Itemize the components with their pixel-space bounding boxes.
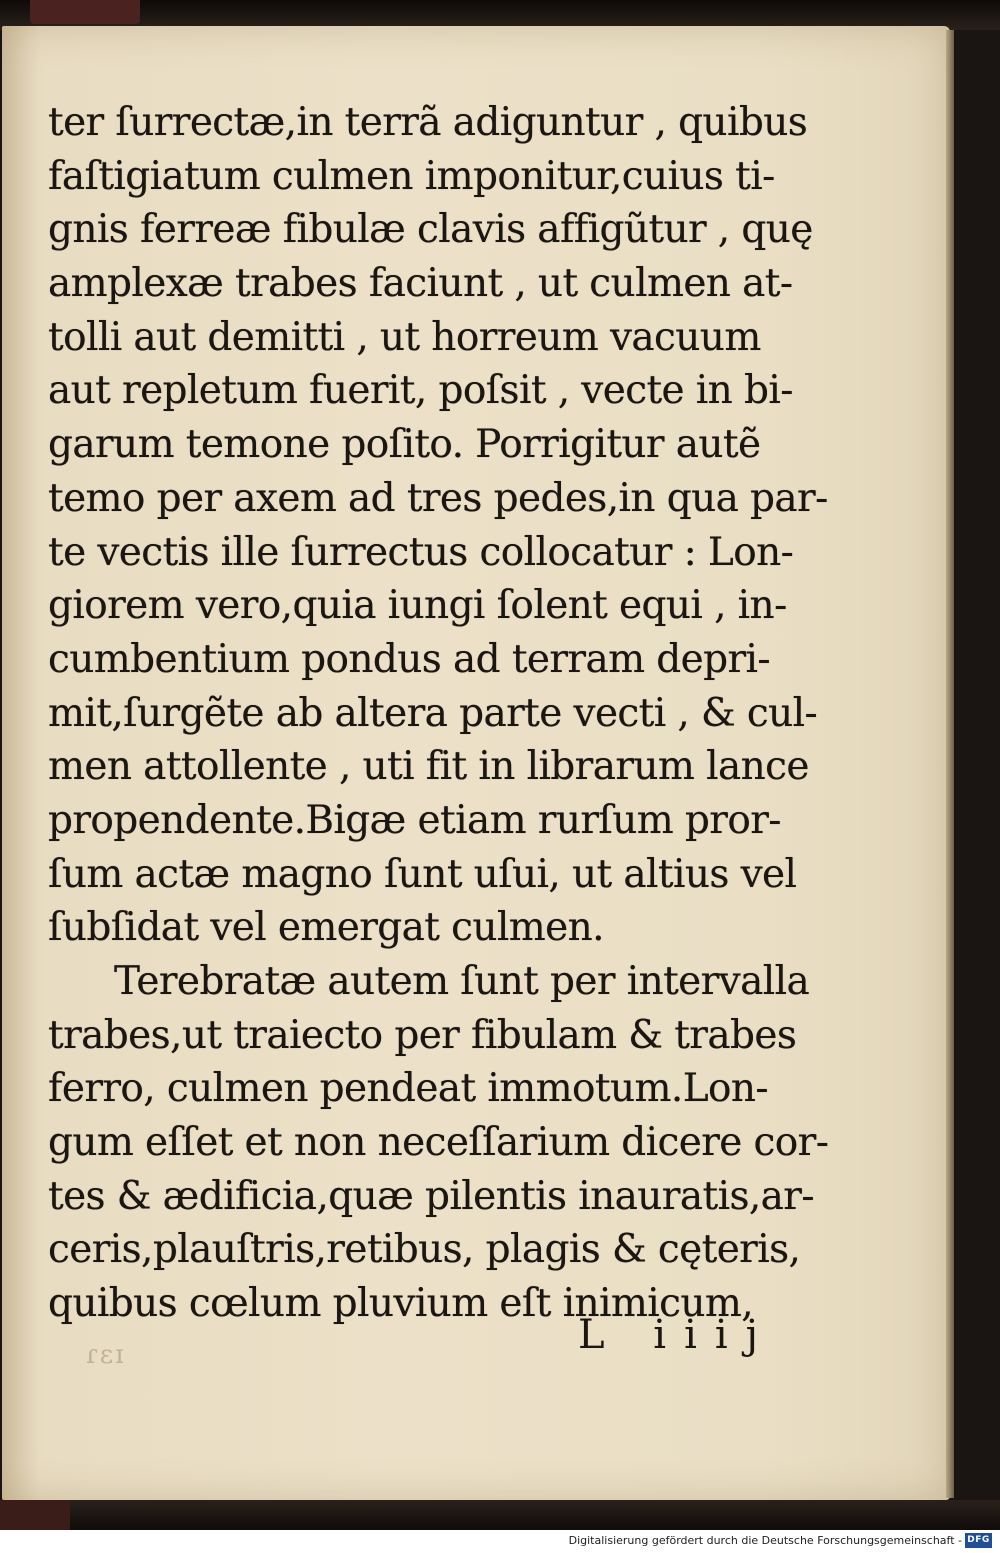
dfg-logo-icon: DFG xyxy=(965,1533,992,1548)
text-line: men attollente , uti fit in librarum lance xyxy=(48,744,809,790)
text-line: ferro, culmen pendeat immotum.Lon- xyxy=(48,1066,768,1112)
page-edge xyxy=(946,30,954,1498)
text-line: faſtigiatum culmen imponitur,cuius ti- xyxy=(48,153,775,199)
paragraph-start-line: Terebratæ autem ſunt per intervalla xyxy=(114,959,810,1004)
text-line: mit,ſurgẽte ab altera parte vecti , & cul- xyxy=(48,690,818,736)
text-line: aut repletum fuerit, poſsit , vecte in bi- xyxy=(48,368,793,414)
text-line: ter ſurrectæ,in terrã adiguntur , quibus xyxy=(48,100,808,145)
scan-bottom-shadow xyxy=(0,1500,1000,1530)
text-line: gnis ferreæ fibulæ clavis affigũtur , quę xyxy=(48,207,813,253)
text-line: tes & ædificia,quæ pilentis inauratis,ar- xyxy=(48,1173,814,1219)
text-line: temo per axem ad tres pedes,in qua par- xyxy=(48,475,828,521)
text-line: ceris,plauſtris,retibus, plagis & cęteris, xyxy=(48,1227,801,1273)
text-line: amplexæ trabes faciunt , ut culmen at- xyxy=(48,261,793,307)
funding-credit: Digitalisierung gefördert durch die Deutsche Forschungsgemeinschaft - xyxy=(568,1534,962,1547)
book-binding-top xyxy=(30,0,140,24)
margin-bleed-through xyxy=(8,96,48,1331)
bleed-through-text: ɾɛɪ xyxy=(86,1340,126,1370)
text-line: trabes,ut traiecto per fibulam & trabes xyxy=(48,1012,797,1058)
text-line: ſum actæ magno ſunt uſui, ut altius vel xyxy=(48,851,797,897)
text-line: tolli aut demitti , ut horreum vacuum xyxy=(48,314,761,360)
text-line: giorem vero,quia iungi ſolent equi , in- xyxy=(48,583,787,629)
text-line: cumbentium pondus ad terram depri- xyxy=(48,636,770,682)
signature-mark: L iiij xyxy=(578,1312,777,1358)
body-text xyxy=(48,96,829,1331)
text-line: ſubſidat vel emergat culmen. xyxy=(48,905,604,951)
text-line: gum eſſet et non neceſſarium dicere cor- xyxy=(48,1120,829,1166)
text-line: te vectis ille ſurrectus collocatur : Lon- xyxy=(48,529,794,575)
text-line: quibus cœlum pluvium eſt inimicum, xyxy=(48,1281,754,1327)
book-binding-bottom xyxy=(0,1500,70,1530)
text-line: garum temone poſito. Porrigitur autẽ xyxy=(48,422,761,468)
text-line: propendente.Bigæ etiam rurſum pror- xyxy=(48,797,781,843)
